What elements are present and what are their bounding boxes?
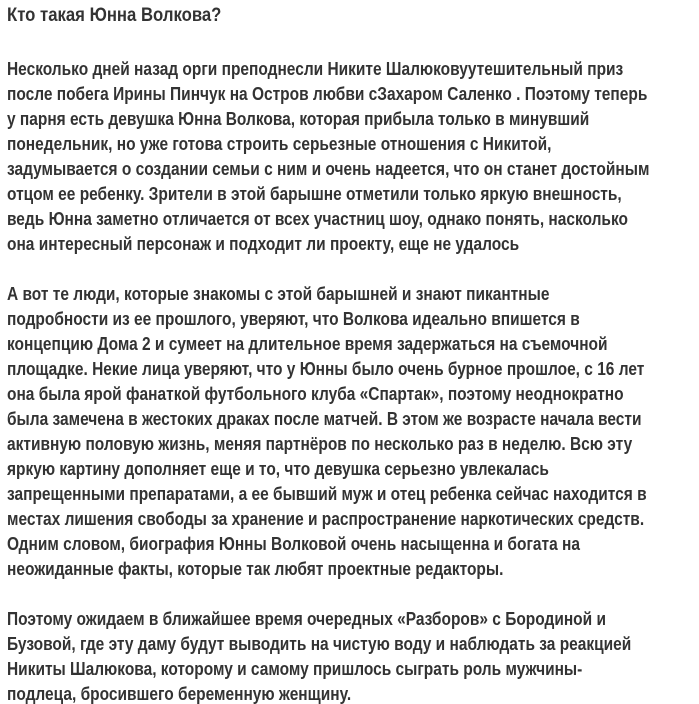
text-line: площадке. Некие лица уверяют, что у Юнны было очень бурное прошлое, с 16 лет [7, 359, 645, 379]
text-line: А вот те люди, которые знакомы с этой барышней и знают пикантные [7, 284, 550, 304]
text-line: Никиты Шалюкова, которому и самому пришлось сыграть роль мужчины- [7, 659, 583, 679]
text-line: запрещенными препаратами, а ее бывший муж и отец ребенка сейчас находится в [7, 484, 647, 504]
text-line: была замечена в жестоких драках после матчей. В этом же возрасте начала вести [7, 409, 642, 429]
text-line: задумывается о создании семьи с ним и очень надеется, что он станет достойным [7, 159, 650, 179]
text-line: отцом ее ребенку. Зрители в этой барышне отметили только яркую внешность, [7, 184, 622, 204]
text-line: Поэтому ожидаем в ближайшее время очередных «Разборов» с Бородиной и [7, 609, 606, 629]
text-line: Бузовой, где эту даму будут выводить на чистую воду и наблюдать за реакцией [7, 634, 632, 654]
text-line: подробности из ее прошлого, уверяют, что Волкова идеально впишется в [7, 309, 580, 329]
text-line: понедельник, но уже готова строить серьезные отношения с Никитой, [7, 134, 552, 154]
paragraph [7, 607, 699, 704]
text-line: она была ярой фанаткой футбольного клуба «Спартак», поэтому неоднократно [7, 384, 624, 404]
text-line: у парня есть девушка Юнна Волкова, которая прибыла только в минувший [7, 109, 590, 129]
paragraph [7, 57, 699, 257]
text-line: подлеца, бросившего беременную женщину. [7, 684, 352, 704]
text-line: концепцию Дома 2 и сумеет на длительное время задержаться на съемочной [7, 334, 608, 354]
text-line: Несколько дней назад орги преподнесли Никите Шалюковуутешительный приз [7, 59, 624, 79]
text-line: активную половую жизнь, меняя партнёров по несколько раз в неделю. Всю эту [7, 434, 633, 454]
text-line: местах лишения свободы за хранение и распространение наркотических средств. [7, 509, 645, 529]
text-line: после побега Ирины Пинчук на Остров любви сЗахаром Саленко . Поэтому теперь [7, 84, 648, 104]
text-line: Одним словом, биография Юнны Волковой очень насыщенна и богата на [7, 534, 580, 554]
paragraph [7, 282, 699, 582]
article-body [7, 57, 699, 704]
article-title: Кто такая Юнна Волкова? [7, 5, 222, 26]
text-line: ведь Юнна заметно отличается от всех участниц шоу, однако понять, насколько [7, 209, 628, 229]
text-line: неожиданные факты, которые так любят проектные редакторы. [7, 559, 504, 579]
text-line: она интересный персонаж и подходит ли проекту, еще не удалось [7, 234, 520, 254]
text-line: яркую картину дополняет еще и то, что девушка серьезно увлекалась [7, 459, 549, 479]
